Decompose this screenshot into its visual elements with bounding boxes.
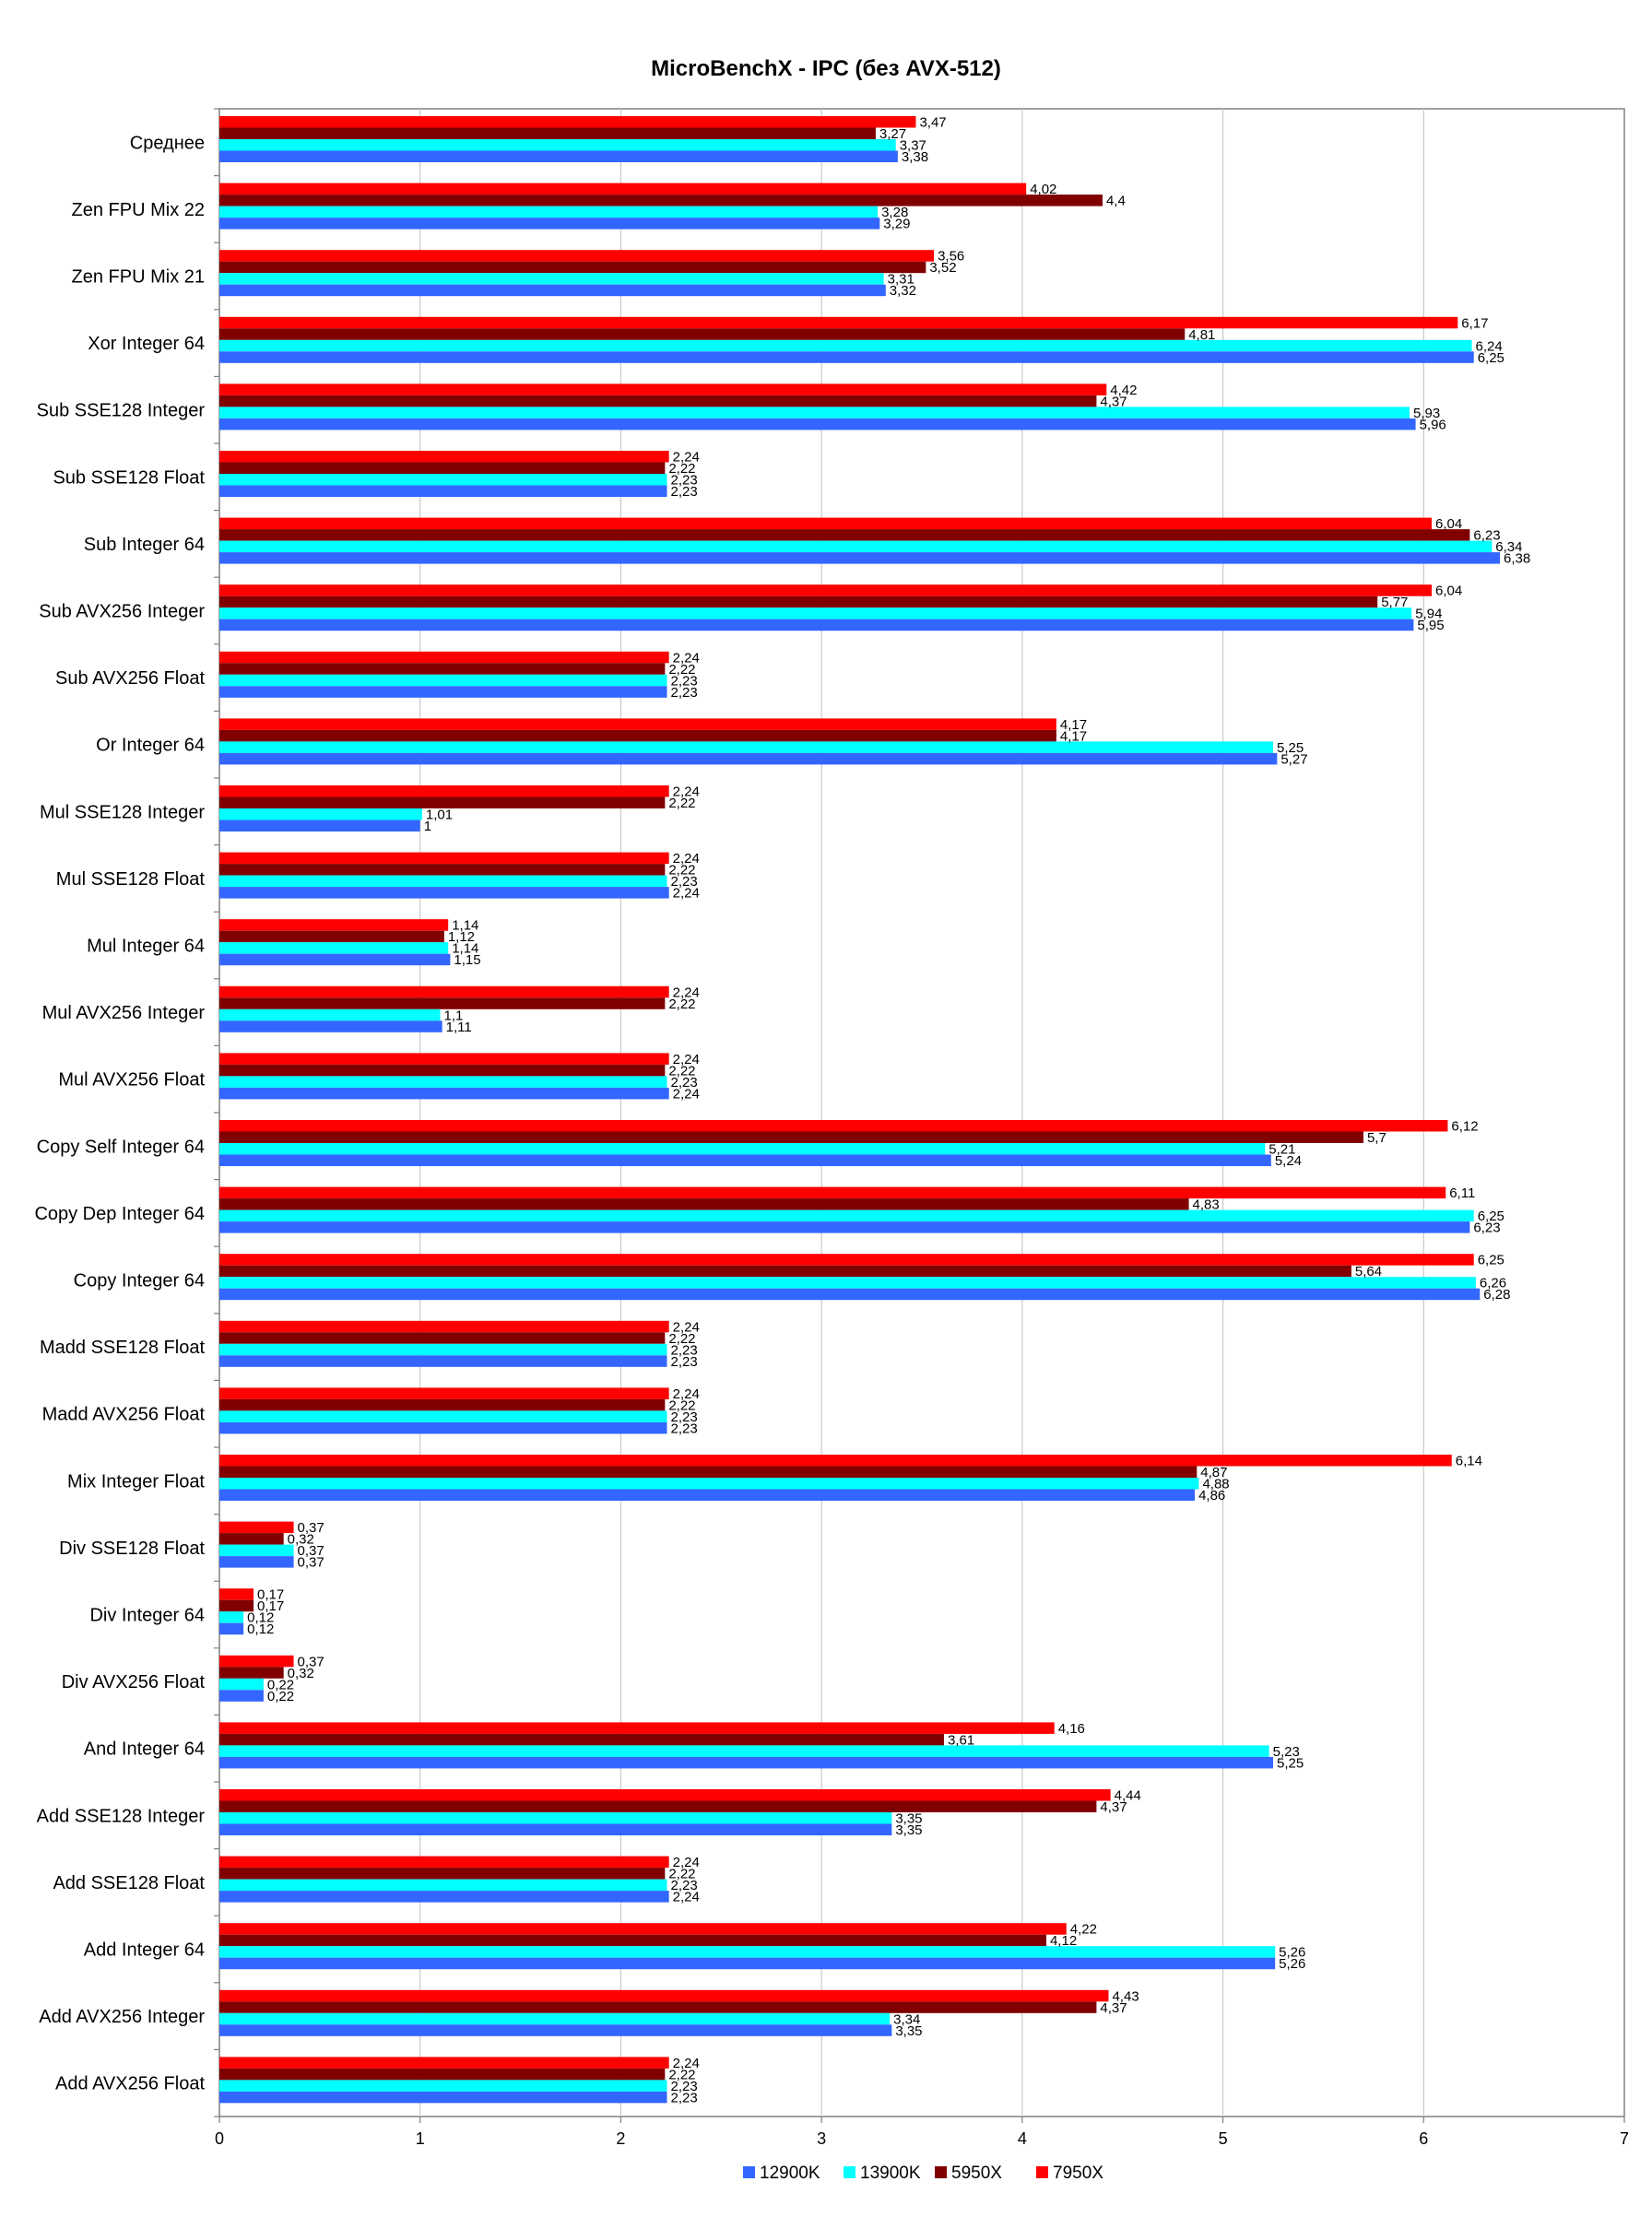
data-label: 3,34 — [893, 2011, 921, 2028]
data-label: 5,94 — [1415, 606, 1443, 622]
bar-12900K — [219, 486, 667, 498]
data-label: 5,64 — [1354, 1264, 1383, 1280]
bar-5950X — [219, 262, 926, 274]
bar-12900K — [219, 619, 1413, 631]
data-label: 2,24 — [672, 1051, 700, 1067]
bar-7950X — [219, 383, 1106, 395]
data-label: 0,22 — [266, 1677, 295, 1693]
bar-13900K — [219, 2080, 667, 2092]
data-label: 2,23 — [670, 1353, 698, 1370]
bar-13900K — [219, 675, 667, 687]
data-label: 1,11 — [445, 1019, 472, 1035]
bar-7950X — [219, 1187, 1446, 1199]
data-label: 0,17 — [257, 1598, 285, 1615]
data-label: 2,24 — [672, 1319, 700, 1336]
bar-7950X — [219, 1254, 1474, 1266]
x-tick-label: 5 — [1218, 2129, 1228, 2148]
data-label: 5,96 — [1419, 417, 1446, 433]
bar-12900K — [219, 1088, 669, 1100]
data-label: 0,37 — [297, 1654, 324, 1670]
bar-13900K — [219, 273, 884, 285]
data-label: 6,34 — [1495, 539, 1523, 556]
data-label: 6,25 — [1477, 1252, 1504, 1268]
data-label: 6,14 — [1455, 1453, 1482, 1469]
bar-7950X — [219, 183, 1026, 195]
bar-7950X — [219, 853, 669, 865]
data-label: 2,24 — [672, 1386, 700, 1402]
data-label: 2,22 — [668, 2067, 696, 2083]
data-label: 0,32 — [287, 1665, 314, 1681]
bar-7950X — [219, 1722, 1055, 1734]
data-label: 5,26 — [1279, 1944, 1306, 1961]
data-label: 2,22 — [668, 1397, 696, 1414]
category-label: Sub AVX256 Integer — [39, 601, 205, 622]
legend-label: 5950X — [951, 2164, 1002, 2183]
bar-5950X — [219, 328, 1185, 340]
bar-13900K — [219, 1210, 1474, 1222]
data-label: 6,11 — [1449, 1185, 1476, 1202]
data-label: 5,95 — [1417, 618, 1445, 634]
legend-label: 13900K — [860, 2164, 921, 2183]
data-label: 2,23 — [670, 874, 698, 890]
data-label: 3,35 — [895, 2022, 923, 2039]
data-label: 2,22 — [668, 1330, 696, 1347]
x-tick-label: 3 — [817, 2129, 827, 2148]
bar-13900K — [219, 1812, 891, 1824]
data-label: 6,04 — [1434, 516, 1463, 533]
bar-13900K — [219, 340, 1472, 352]
bar-13900K — [219, 1410, 667, 1422]
data-label: 4,37 — [1100, 394, 1127, 410]
data-label: 2,22 — [668, 1866, 696, 1882]
bar-5950X — [219, 596, 1377, 608]
data-label: 2,22 — [668, 1063, 696, 1079]
bar-12900K — [219, 1623, 243, 1635]
bar-7950X — [219, 584, 1432, 596]
bar-5950X — [219, 931, 444, 943]
bar-13900K — [219, 808, 422, 820]
bar-5950X — [219, 1935, 1046, 1947]
data-label: 1,14 — [452, 940, 479, 957]
bar-5950X — [219, 1801, 1096, 1813]
category-label: Add Integer 64 — [83, 1940, 205, 1961]
bar-7950X — [219, 1120, 1447, 1132]
legend-swatch — [935, 2166, 947, 2178]
data-label: 2,23 — [670, 2078, 698, 2094]
legend-swatch — [743, 2166, 755, 2178]
data-label: 3,29 — [883, 216, 911, 232]
data-label: 2,23 — [670, 1342, 698, 1359]
bar-13900K — [219, 1880, 667, 1892]
data-label: 2,24 — [672, 885, 700, 902]
data-label: 4,44 — [1114, 1787, 1141, 1804]
data-label: 0,12 — [247, 1621, 275, 1638]
data-label: 2,23 — [670, 1074, 698, 1091]
bar-7950X — [219, 718, 1056, 730]
bar-7950X — [219, 1656, 294, 1668]
data-label: 4,83 — [1192, 1197, 1220, 1213]
data-label: 4,17 — [1059, 716, 1088, 733]
bar-5950X — [219, 1065, 665, 1077]
data-label: 0,12 — [247, 1610, 275, 1626]
data-label: 5,77 — [1381, 595, 1409, 611]
bar-13900K — [219, 942, 448, 953]
x-tick-label: 6 — [1419, 2129, 1429, 2148]
data-label: 4,22 — [1069, 1921, 1097, 1938]
data-label: 4,87 — [1200, 1465, 1228, 1480]
chart-title: MicroBenchX - IPC (без AVX-512) — [651, 56, 1001, 81]
data-label: 3,32 — [889, 283, 917, 300]
bar-13900K — [219, 1344, 667, 1356]
bar-12900K — [219, 753, 1277, 765]
bar-13900K — [219, 1679, 264, 1691]
data-label: 4,42 — [1110, 382, 1138, 398]
data-label: 6,23 — [1473, 1220, 1501, 1236]
data-label: 2,23 — [670, 1409, 698, 1425]
bar-5950X — [219, 997, 665, 1009]
bar-5950X — [219, 128, 876, 140]
bar-7950X — [219, 1053, 669, 1065]
data-label: 6,25 — [1477, 349, 1504, 366]
bar-5950X — [219, 663, 665, 675]
legend — [743, 2164, 1103, 2183]
data-label: 5,25 — [1277, 739, 1304, 756]
x-tick-label: 0 — [214, 2129, 225, 2148]
data-label: 4,37 — [1100, 1999, 1127, 2016]
legend-item-5950X — [935, 2164, 1002, 2183]
x-tick-label: 4 — [1017, 2129, 1027, 2148]
bar-7950X — [219, 986, 669, 998]
legend-swatch — [844, 2166, 856, 2178]
data-label: 2,23 — [670, 1421, 698, 1437]
data-label: 6,24 — [1475, 338, 1503, 355]
data-label: 2,24 — [672, 650, 700, 666]
data-label: 4,86 — [1198, 1488, 1226, 1504]
data-label: 2,24 — [672, 985, 700, 1001]
bar-12900K — [219, 1355, 667, 1367]
data-label: 4,02 — [1030, 182, 1057, 198]
bar-5950X — [219, 195, 1103, 206]
category-label: Add SSE128 Integer — [36, 1806, 205, 1827]
data-label: 1,1 — [443, 1008, 464, 1024]
data-label: 5,24 — [1274, 1153, 1303, 1169]
category-label: Mul AVX256 Integer — [41, 1003, 205, 1024]
data-label: 5,25 — [1277, 1755, 1304, 1772]
x-tick-label: 1 — [415, 2129, 425, 2148]
data-label: 6,17 — [1461, 315, 1489, 332]
bar-13900K — [219, 1076, 667, 1088]
bar-5950X — [219, 1266, 1351, 1278]
data-label: 2,22 — [668, 661, 696, 678]
bar-12900K — [219, 285, 886, 297]
bar-13900K — [219, 1009, 440, 1021]
data-label: 2,24 — [672, 784, 700, 800]
data-label: 4,16 — [1057, 1720, 1085, 1737]
data-label: 3,27 — [879, 126, 907, 142]
data-label: 6,28 — [1483, 1287, 1511, 1303]
category-labels — [34, 133, 205, 2093]
data-label: 3,56 — [938, 248, 965, 265]
bar-12900K — [219, 1155, 1271, 1167]
bar-13900K — [219, 2013, 890, 2025]
data-label: 4,43 — [1112, 1988, 1139, 2005]
bar-13900K — [219, 607, 1411, 619]
category-label: Xor Integer 64 — [88, 334, 205, 355]
data-label: 2,24 — [672, 2055, 700, 2071]
bar-5950X — [219, 864, 665, 876]
data-label: 2,23 — [670, 673, 698, 690]
category-label: Sub Integer 64 — [83, 534, 205, 555]
data-label: 2,22 — [668, 796, 696, 811]
bar-7950X — [219, 116, 915, 128]
category-label: Madd AVX256 Float — [41, 1404, 205, 1425]
bar-5950X — [219, 2069, 665, 2081]
data-label: 2,22 — [668, 862, 696, 879]
bar-7950X — [219, 1857, 669, 1869]
bar-12900K — [219, 2024, 891, 2036]
data-label: 2,24 — [672, 449, 700, 466]
category-label: Mul AVX256 Float — [58, 1069, 205, 1091]
data-label: 0,37 — [297, 1520, 324, 1537]
bar-12900K — [219, 1690, 264, 1702]
data-label: 1 — [423, 819, 432, 834]
bar-7950X — [219, 785, 669, 797]
bar-13900K — [219, 541, 1492, 553]
category-label: Sub SSE128 Float — [53, 467, 205, 489]
bar-13900K — [219, 741, 1273, 753]
data-label: 3,31 — [887, 271, 914, 288]
category-label: Div Integer 64 — [89, 1605, 205, 1626]
data-label: 0,32 — [287, 1531, 314, 1548]
bar-13900K — [219, 206, 878, 218]
data-label: 5,27 — [1280, 751, 1308, 768]
data-label: 6,12 — [1451, 1118, 1479, 1135]
data-label: 6,38 — [1504, 550, 1531, 567]
bar-13900K — [219, 1277, 1476, 1289]
data-label: 5,26 — [1279, 1956, 1306, 1973]
bar-5950X — [219, 1868, 665, 1880]
data-label: 2,24 — [672, 1086, 700, 1103]
bar-13900K — [219, 139, 896, 151]
category-label: Add AVX256 Float — [55, 2073, 205, 2094]
category-label: Add AVX256 Integer — [39, 2007, 205, 2028]
bar-7950X — [219, 1522, 294, 1534]
data-label: 6,26 — [1479, 1275, 1507, 1291]
bar-12900K — [219, 1757, 1273, 1769]
data-label: 3,28 — [881, 205, 909, 221]
bar-12900K — [219, 1824, 891, 1836]
data-label: 1,01 — [425, 807, 454, 823]
data-label: 2,23 — [670, 684, 698, 701]
data-label: 3,35 — [895, 1810, 923, 1827]
data-label: 2,23 — [670, 2090, 698, 2106]
data-label: 2,23 — [670, 484, 698, 500]
data-label: 2,23 — [670, 1878, 698, 1894]
bar-12900K — [219, 419, 1416, 430]
category-label: Copy Integer 64 — [73, 1270, 205, 1291]
data-label: 6,25 — [1477, 1209, 1504, 1225]
bar-13900K — [219, 407, 1410, 419]
category-label: Zen FPU Mix 21 — [71, 266, 205, 288]
data-label: 1,14 — [452, 917, 479, 934]
bar-5950X — [219, 1734, 944, 1746]
bar-12900K — [219, 1289, 1480, 1301]
legend-label: 7950X — [1053, 2164, 1103, 2183]
data-label: 3,37 — [899, 137, 926, 154]
category-label: Copy Dep Integer 64 — [34, 1203, 205, 1224]
bar-12900K — [219, 1490, 1195, 1502]
bar-12900K — [219, 954, 450, 966]
data-label: 3,61 — [947, 1732, 975, 1749]
bar-12900K — [219, 552, 1500, 564]
data-label: 5,7 — [1366, 1130, 1386, 1146]
category-label: Mul Integer 64 — [87, 936, 205, 957]
category-label: Mix Integer Float — [67, 1471, 205, 1492]
bar-5950X — [219, 529, 1469, 541]
legend-swatch — [1036, 2166, 1048, 2178]
bar-13900K — [219, 1611, 243, 1623]
category-label: Or Integer 64 — [96, 735, 205, 756]
data-label: 0,22 — [266, 1688, 295, 1704]
category-label: Zen FPU Mix 22 — [71, 199, 205, 220]
bar-13900K — [219, 876, 667, 888]
data-label: 3,35 — [895, 1822, 923, 1838]
bar-7950X — [219, 250, 934, 262]
data-label: 1,15 — [454, 952, 481, 969]
x-tick-label: 2 — [616, 2129, 626, 2148]
data-label: 2,24 — [672, 1855, 700, 1871]
bar-12900K — [219, 1891, 669, 1903]
category-label: Add SSE128 Float — [53, 1872, 205, 1893]
bar-12900K — [219, 1422, 667, 1434]
bar-7950X — [219, 652, 669, 664]
bar-7950X — [219, 317, 1457, 329]
data-label: 6,23 — [1473, 527, 1501, 544]
bar-12900K — [219, 351, 1474, 363]
category-label: Mul SSE128 Integer — [40, 802, 205, 823]
bar-12900K — [219, 1556, 294, 1568]
bar-5950X — [219, 1198, 1189, 1210]
bar-7950X — [219, 1588, 254, 1600]
bar-7950X — [219, 451, 669, 463]
bar-12900K — [219, 887, 669, 899]
bar-13900K — [219, 1143, 1265, 1155]
data-label: 5,21 — [1268, 1141, 1296, 1158]
data-label: 2,23 — [670, 472, 698, 489]
data-label: 1,12 — [447, 929, 476, 946]
data-label: 4,37 — [1100, 1799, 1127, 1815]
bar-12900K — [219, 686, 667, 698]
bar-12900K — [219, 1020, 442, 1032]
bar-5950X — [219, 463, 665, 475]
bar-5950X — [219, 730, 1056, 742]
data-label: 4,4 — [1105, 193, 1126, 209]
bar-13900K — [219, 1478, 1198, 1490]
bar-7950X — [219, 518, 1432, 530]
data-label: 3,38 — [901, 149, 929, 165]
data-label: 3,52 — [929, 260, 957, 277]
legend-label: 12900K — [760, 2164, 820, 2183]
data-label: 4,17 — [1059, 728, 1088, 745]
bar-7950X — [219, 2057, 669, 2069]
bar-12900K — [219, 1958, 1275, 1970]
category-label: Div SSE128 Float — [59, 1538, 205, 1559]
bar-13900K — [219, 1745, 1269, 1757]
bar-12900K — [219, 151, 898, 163]
bar-12900K — [219, 1221, 1469, 1233]
data-label: 3,47 — [919, 114, 947, 131]
bar-5950X — [219, 1132, 1363, 1144]
bar-7950X — [219, 1923, 1067, 1935]
legend-item-13900K — [844, 2164, 921, 2183]
data-label: 2,22 — [668, 996, 696, 1012]
bar-12900K — [219, 218, 879, 230]
bar-5950X — [219, 395, 1096, 407]
data-label: 4,81 — [1188, 326, 1216, 343]
bar-7950X — [219, 1387, 669, 1399]
bar-5950X — [219, 1533, 284, 1545]
data-label: 5,93 — [1413, 405, 1441, 421]
bar-7950X — [219, 1321, 669, 1333]
data-label: 0,37 — [297, 1543, 324, 1560]
legend-item-12900K — [743, 2164, 820, 2183]
category-label: Sub AVX256 Float — [55, 668, 205, 690]
bar-7950X — [219, 1990, 1108, 2002]
data-label: 4,88 — [1202, 1476, 1230, 1492]
bar-5950X — [219, 2001, 1096, 2013]
x-tick-label: 7 — [1619, 2129, 1630, 2148]
bar-7950X — [219, 919, 448, 931]
bar-5950X — [219, 1332, 665, 1344]
data-label: 5,23 — [1272, 1743, 1300, 1760]
data-label: 2,24 — [672, 1889, 700, 1905]
category-label: Copy Self Integer 64 — [36, 1137, 205, 1158]
data-label: 4,12 — [1049, 1933, 1078, 1950]
category-label: Mul SSE128 Float — [55, 868, 205, 890]
bar-13900K — [219, 474, 667, 486]
bar-5950X — [219, 1467, 1197, 1479]
category-label: Среднее — [129, 133, 205, 154]
bar-13900K — [219, 1946, 1275, 1958]
data-label: 2,24 — [672, 851, 700, 867]
data-label: 2,22 — [668, 461, 696, 477]
data-label: 6,04 — [1434, 583, 1463, 599]
bar-5950X — [219, 1399, 665, 1411]
data-label: 0,37 — [297, 1554, 324, 1571]
category-label: Div AVX256 Float — [61, 1672, 205, 1693]
category-label: Madd SSE128 Float — [40, 1338, 205, 1359]
bar-7950X — [219, 1455, 1452, 1467]
category-label: Sub SSE128 Integer — [36, 400, 205, 421]
data-label: 0,17 — [257, 1586, 285, 1603]
bar-13900K — [219, 1545, 294, 1557]
legend-item-7950X — [1036, 2164, 1103, 2183]
category-label: And Integer 64 — [83, 1739, 205, 1760]
bar-12900K — [219, 2092, 667, 2104]
bar-12900K — [219, 820, 420, 832]
bar-7950X — [219, 1789, 1111, 1801]
